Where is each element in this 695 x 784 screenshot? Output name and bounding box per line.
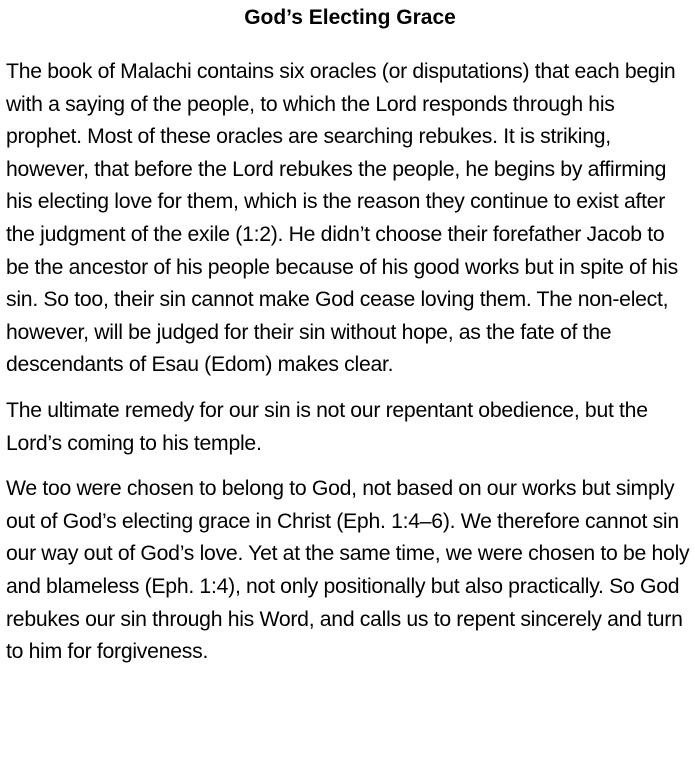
document-title: God’s Electing Grace (244, 6, 456, 29)
document-page (6, 0, 692, 669)
paragraph-malachi-oracles: The book of Malachi contains six oracles (or disputations) that each begin with a saying of the people, to which the Lord responds through his prophet. Most of these oracles are searching rebukes. It is striking, however, that before the Lord rebukes the people, he begins by affirming his electing love for them, which is the reason they continue to exist after the judgment of the exile (1:2). He didn’t choose their forefather Jacob to be the ancestor of his people because of his good works but in spite of his sin. So too, their sin cannot make God cease loving them. The non-elect, however, will be judged for their sin without hope, as the fate of the descendants of Esau (Edom) makes clear. (6, 60, 678, 377)
paragraph-ultimate-remedy: The ultimate remedy for our sin is not our repentant obedience, but the Lord’s coming to his temple. (6, 398, 648, 455)
paragraph-chosen-to-belong: We too were chosen to belong to God, not based on our works but simply out of God’s electing grace in Christ (Eph. 1:4–6). We therefore cannot sin our way out of God’s love. Yet at the same time, we were chosen to be holy and blameless (Eph. 1:4), not only positionally but also practically. So God rebukes our sin through his Word, and calls us to repent sincerely and turn to him for forgiveness. (6, 477, 690, 664)
